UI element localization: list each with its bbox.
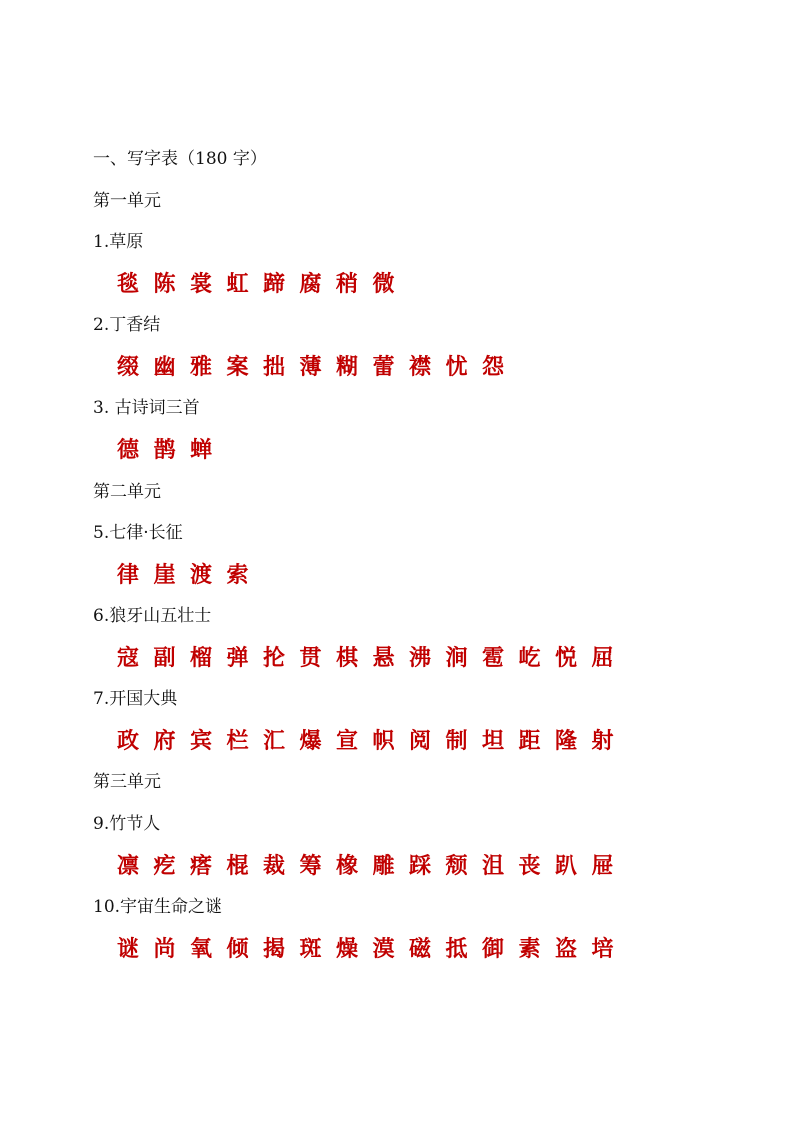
practice-character: 腐: [299, 271, 322, 297]
unit-heading: 第二单元: [93, 482, 161, 502]
char-row: [117, 561, 263, 589]
practice-character: 阅: [409, 728, 432, 754]
char-row: [117, 852, 628, 880]
practice-character: 橡: [336, 853, 359, 879]
practice-character: 薄: [299, 354, 322, 380]
lesson-title: 1.草原: [93, 232, 144, 252]
practice-character: 裳: [190, 271, 213, 297]
practice-character: 涧: [445, 645, 468, 671]
practice-character: 踩: [409, 853, 432, 879]
practice-character: 棍: [226, 853, 249, 879]
practice-character: 缀: [117, 354, 140, 380]
lesson-title: 9.竹节人: [93, 814, 161, 834]
practice-character: 尚: [153, 936, 176, 962]
practice-character: 制: [445, 728, 468, 754]
practice-character: 坦: [482, 728, 505, 754]
practice-character: 拙: [263, 354, 286, 380]
practice-character: 弹: [226, 645, 249, 671]
practice-character: 氧: [190, 936, 213, 962]
practice-character: 悦: [555, 645, 578, 671]
practice-character: 虹: [226, 271, 249, 297]
practice-character: 忧: [445, 354, 468, 380]
practice-character: 射: [591, 728, 614, 754]
char-row: [117, 353, 519, 381]
practice-character: 德: [117, 437, 140, 463]
practice-character: 凛: [117, 853, 140, 879]
practice-character: 汇: [263, 728, 286, 754]
practice-character: 微: [372, 271, 395, 297]
practice-character: 抵: [445, 936, 468, 962]
practice-character: 屹: [518, 645, 541, 671]
practice-character: 斑: [299, 936, 322, 962]
unit-heading: 第三单元: [93, 772, 161, 792]
practice-character: 副: [153, 645, 176, 671]
practice-character: 瘩: [190, 853, 213, 879]
lesson-title: 2.丁香结: [93, 315, 161, 335]
practice-character: 漠: [372, 936, 395, 962]
practice-character: 索: [226, 562, 249, 588]
practice-character: 渡: [190, 562, 213, 588]
practice-character: 榴: [190, 645, 213, 671]
practice-character: 爆: [299, 728, 322, 754]
practice-character: 寇: [117, 645, 140, 671]
section-title: 一、写字表（180 字）: [93, 149, 267, 169]
lesson-title: 5.七律·长征: [93, 523, 183, 543]
practice-character: 棋: [336, 645, 359, 671]
practice-character: 宣: [336, 728, 359, 754]
practice-character: 糊: [336, 354, 359, 380]
practice-character: 雹: [482, 645, 505, 671]
practice-character: 贯: [299, 645, 322, 671]
practice-character: 颓: [445, 853, 468, 879]
practice-character: 培: [591, 936, 614, 962]
practice-character: 素: [518, 936, 541, 962]
practice-character: 倾: [226, 936, 249, 962]
practice-character: 雅: [190, 354, 213, 380]
practice-character: 裁: [263, 853, 286, 879]
practice-character: 陈: [153, 271, 176, 297]
practice-character: 丧: [518, 853, 541, 879]
practice-character: 疙: [153, 853, 176, 879]
practice-character: 怨: [482, 354, 505, 380]
practice-character: 栏: [226, 728, 249, 754]
practice-character: 雕: [372, 853, 395, 879]
practice-character: 磁: [409, 936, 432, 962]
practice-character: 燥: [336, 936, 359, 962]
practice-character: 悬: [372, 645, 395, 671]
practice-character: 帜: [372, 728, 395, 754]
lesson-title: 10.宇宙生命之谜: [93, 897, 223, 917]
practice-character: 鹊: [153, 437, 176, 463]
practice-character: 案: [226, 354, 249, 380]
practice-character: 沸: [409, 645, 432, 671]
practice-character: 幽: [153, 354, 176, 380]
practice-character: 宾: [190, 728, 213, 754]
practice-character: 屈: [591, 645, 614, 671]
char-row: [117, 270, 409, 298]
practice-character: 趴: [555, 853, 578, 879]
practice-character: 抡: [263, 645, 286, 671]
practice-character: 筹: [299, 853, 322, 879]
practice-character: 崖: [153, 562, 176, 588]
char-row: [117, 644, 628, 672]
char-row: [117, 935, 628, 963]
lesson-title: 7.开国大典: [93, 689, 178, 709]
char-row: [117, 436, 227, 464]
lesson-title: 3. 古诗词三首: [93, 398, 200, 418]
practice-character: 谜: [117, 936, 140, 962]
practice-character: 蕾: [372, 354, 395, 380]
practice-character: 御: [482, 936, 505, 962]
practice-character: 隆: [555, 728, 578, 754]
practice-character: 襟: [409, 354, 432, 380]
lesson-title: 6.狼牙山五壮士: [93, 606, 212, 626]
char-row: [117, 727, 628, 755]
practice-character: 屉: [591, 853, 614, 879]
practice-character: 毯: [117, 271, 140, 297]
practice-character: 稍: [336, 271, 359, 297]
unit-heading: 第一单元: [93, 191, 161, 211]
practice-character: 政: [117, 728, 140, 754]
practice-character: 揭: [263, 936, 286, 962]
practice-character: 府: [153, 728, 176, 754]
practice-character: 律: [117, 562, 140, 588]
practice-character: 蹄: [263, 271, 286, 297]
practice-character: 沮: [482, 853, 505, 879]
practice-character: 距: [518, 728, 541, 754]
practice-character: 蝉: [190, 437, 213, 463]
practice-character: 盗: [555, 936, 578, 962]
